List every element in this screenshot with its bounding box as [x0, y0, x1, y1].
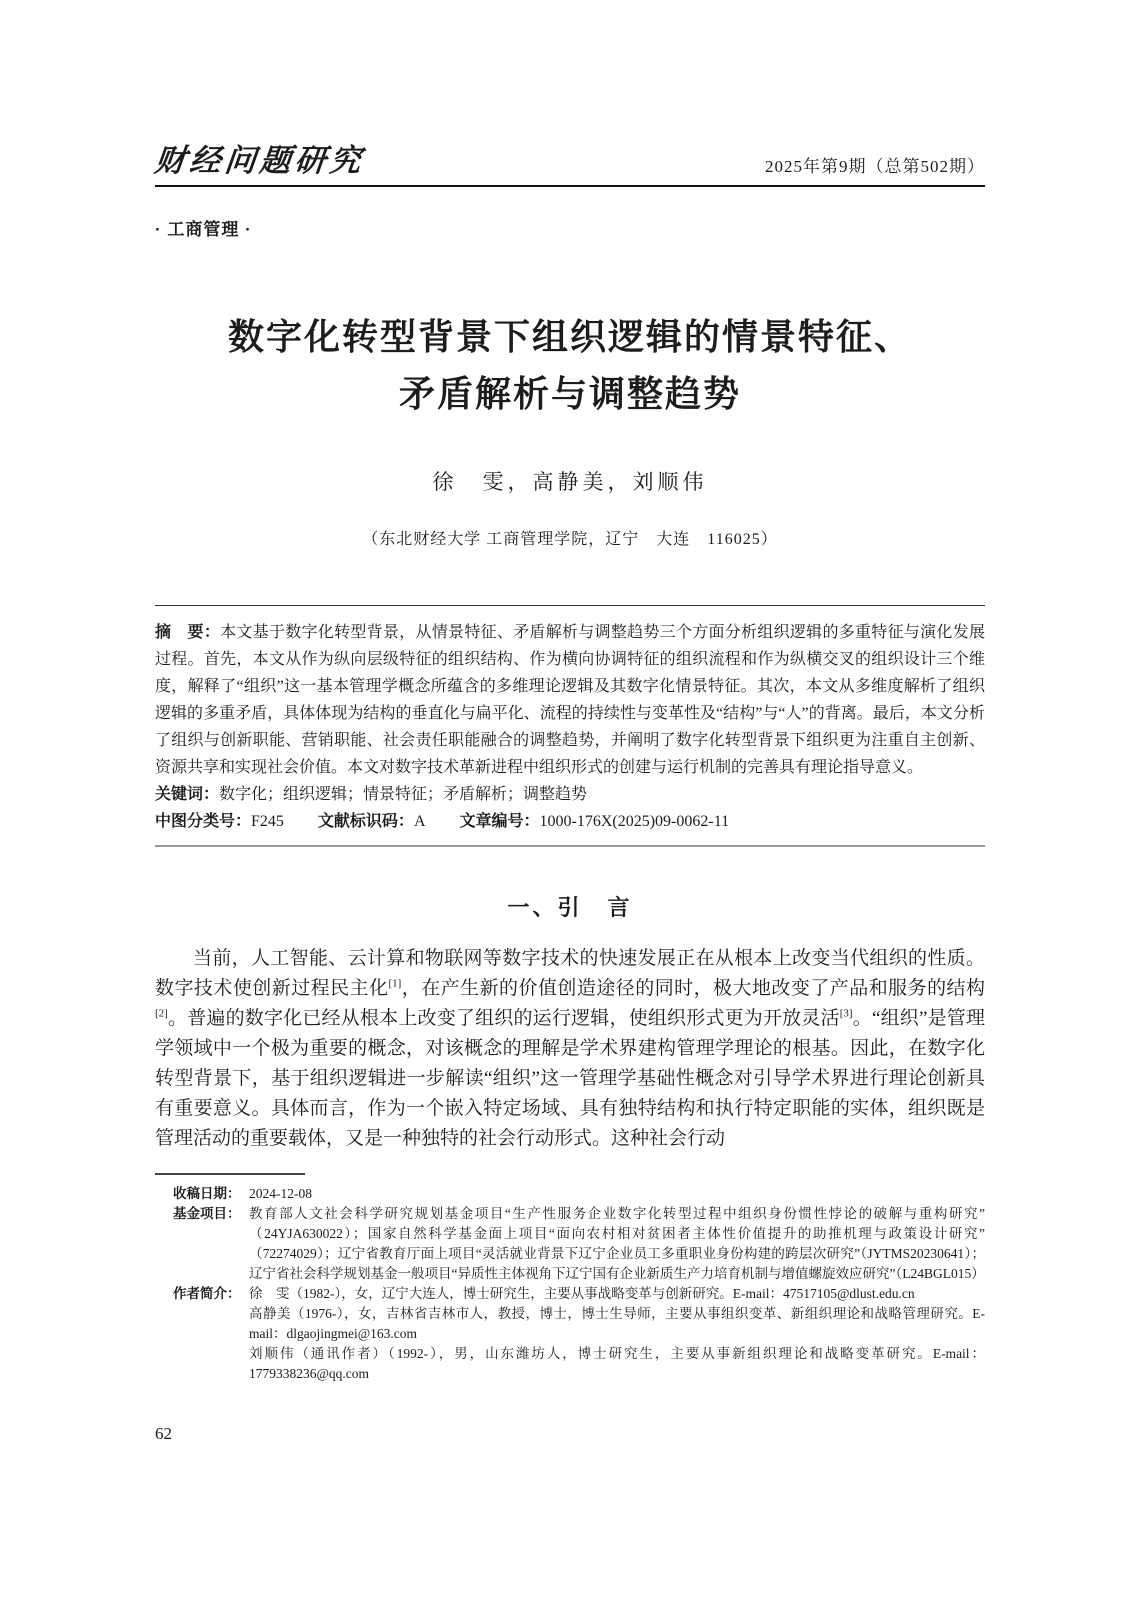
footnote-block: [155, 1173, 985, 1384]
page-number: 62: [155, 1424, 172, 1443]
abstract-label: 摘 要：: [155, 624, 221, 641]
introduction-paragraph: 当前，人工智能、云计算和物联网等数字技术的快速发展正在从根本上改变当代组织的性质。数字技术使创新过程民主化[1]，在产生新的价值创造途径的同时，极大地改变了产品和服务的结构[2]。普遍的数字化已经从根本上改变了组织的运行逻辑，使组织形式更为开放灵活[3]。“组织”是管理学领域中一个极为重要的概念，对该概念的理解是学术界建构管理学理论的根基。因此，在数字化转型背景下，基于组织逻辑进一步解读“组织”这一管理学基础性概念对引导学术界进行理论创新具有重要意义。具体而言，作为一个嵌入特定场域、具有独特结构和执行特定职能的实体，组织既是管理活动的重要载体，又是一种独特的社会行动形式。这种社会行动: [155, 948, 985, 1149]
reference-marker: [3]: [839, 1007, 853, 1020]
author-bio-list: [249, 1284, 985, 1384]
received-date-row: [155, 1184, 985, 1204]
received-date-label: 收稿日期：: [173, 1186, 241, 1201]
funding-row: [155, 1204, 985, 1284]
article-title-line1: 数字化转型背景下组织逻辑的情景特征、: [227, 316, 912, 357]
author-bio-label: 作者简介：: [173, 1286, 241, 1301]
abstract-paragraph: [155, 619, 985, 781]
article-id-group: [460, 813, 730, 830]
journal-header: [152, 135, 985, 187]
author-names: 徐 雯，高静美，刘顺伟: [432, 470, 708, 494]
doc-code-value: A: [413, 813, 426, 830]
author-affiliation: （东北财经大学 工商管理学院，辽宁 大连 116025）: [362, 531, 778, 548]
funding-value: 教育部人文社会科学研究规划基金项目“生产性服务企业数字化转型过程中组织身份惯性悖论的破解与重构研究”（24YJA630022）；国家自然科学基金面上项目“面向农村相对贫困者主体性价值提升的助推机理与政策设计研究”（72274029）；辽宁省教育厅面上项目“灵活就业背景下辽宁企业员工多重职业身份构建的跨层次研究”（JYTMS20230641）；辽宁省社会科学规划基金一般项目“异质性主体视角下辽宁国有企业新质生产力培育机制与增值螺旋效应研究”（L24BGL015）: [249, 1206, 985, 1281]
footnote-divider: [155, 1173, 305, 1175]
author-bio-row: [155, 1284, 985, 1384]
doc-code-label: 文献标识码：: [317, 813, 414, 830]
abstract-text: 本文基于数字化转型背景，从情景特征、矛盾解析与调整趋势三个方面分析组织逻辑的多重特征与演化发展过程。首先，本文从作为纵向层级特征的组织结构、作为横向协调特征的组织流程和作为纵横交叉的组织设计三个维度，解释了“组织”这一基本管理学概念所蕴含的多维理论逻辑及其数字化情景特征。其次，本文从多维度解析了组织逻辑的多重矛盾，具体体现为结构的垂直化与扁平化、流程的持续性与变革性及“结构”与“人”的背离。最后，本文分析了组织与创新职能、营销职能、社会责任职能融合的调整趋势，并阐明了数字化转型背景下组织更为注重自主创新、资源共享和实现社会价值。本文对数字技术革新进程中组织形式的创建与运行机制的完善具有理论指导意义。: [155, 624, 985, 776]
author-bio-entry: 高静美（1976-），女，吉林省吉林市人，教授，博士，博士生导师，主要从事组织变革、新组织理论和战略管理研究。E-mail：dlgaojingmei@163.com: [249, 1306, 985, 1341]
issue-info: 2025年第9期（总第502期）: [765, 157, 985, 176]
classification-line: [155, 808, 985, 835]
article-title: [155, 308, 985, 422]
keywords-label: 关键词：: [155, 786, 220, 803]
section-heading-introduction: 一、引 言: [507, 895, 633, 920]
reference-marker: [2]: [155, 1007, 168, 1020]
article-title-line2: 矛盾解析与调整趋势: [398, 373, 741, 414]
article-id-value: 1000-176X(2025)09-0062-11: [539, 813, 730, 830]
column-label: · 工商管理 ·: [155, 220, 252, 239]
abstract-block: [155, 605, 985, 847]
reference-marker: [1]: [388, 977, 402, 990]
clc-label: 中图分类号：: [155, 813, 252, 830]
keywords-text: 数字化；组织逻辑；情景特征；矛盾解析；调整趋势: [219, 786, 588, 803]
article-id-label: 文章编号：: [459, 813, 540, 830]
funding-label: 基金项目：: [173, 1206, 241, 1221]
journal-logo: 财经问题研究: [152, 143, 367, 179]
clc-value: F245: [251, 813, 284, 830]
clc-group: [155, 813, 284, 830]
doc-code-group: [318, 813, 426, 830]
received-date-value: 2024-12-08: [249, 1186, 312, 1201]
author-bio-entry: 徐 雯（1982-），女，辽宁大连人，博士研究生，主要从事战略变革与创新研究。E-mail：47517105@dlust.edu.cn: [249, 1286, 915, 1301]
keywords-line: [155, 781, 985, 808]
author-bio-entry: 刘顺伟（通讯作者）（1992-），男，山东潍坊人，博士研究生，主要从事新组织理论和战略变革研究。E-mail：1779338236@qq.com: [249, 1346, 985, 1381]
page-content: [152, 0, 985, 1384]
